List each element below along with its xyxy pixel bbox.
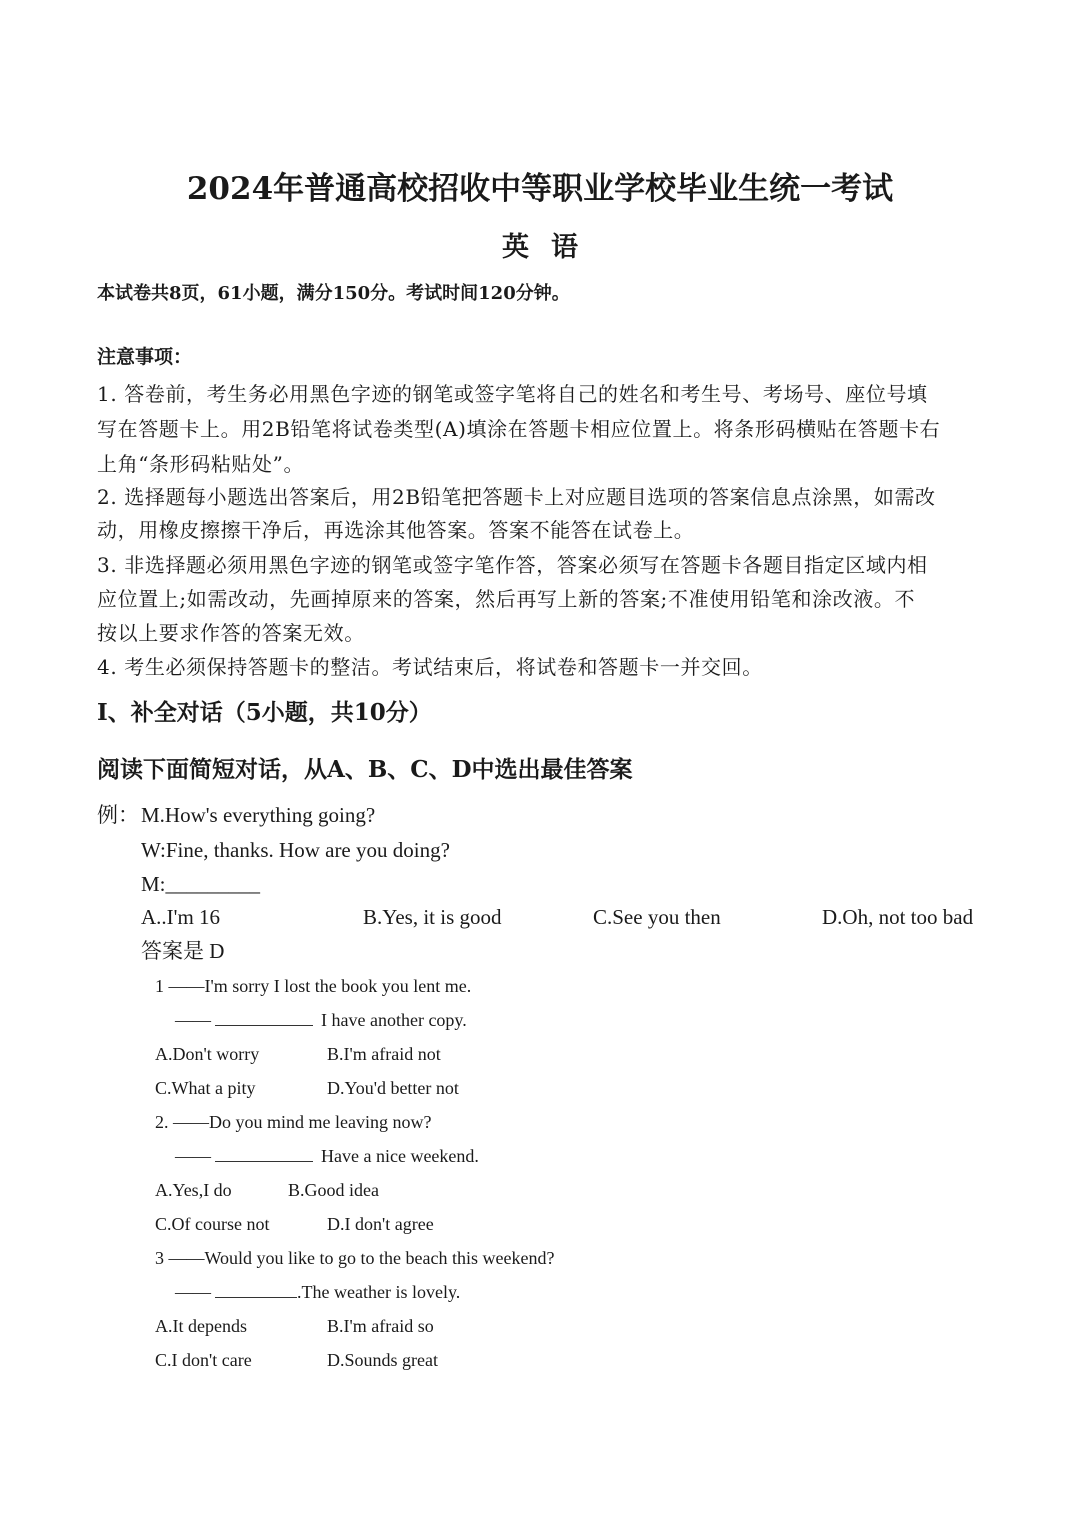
exam-subject: 英语 (502, 232, 600, 263)
section-heading: I、补全对话（5小题，共10分） (97, 699, 432, 726)
dash: —— (175, 1010, 211, 1030)
option-b: B.Good idea (288, 1180, 379, 1200)
option-a: A.It depends (155, 1316, 247, 1336)
notice-line: 动，用橡皮擦擦干净后，再选涂其他答案。答案不能答在试卷上。 (97, 518, 695, 542)
example-line: M:_________ (141, 872, 261, 896)
notice-heading: 注意事项： (97, 346, 193, 368)
notice-line: 写在答题卡上。用2B铅笔将试卷类型(A)填涂在答题卡相应位置上。将条形码横贴在答题卡右 (97, 417, 941, 441)
notice-line: 3. 非选择题必须用黑色字迹的钢笔或签字笔作答，答案必须写在答题卡各题目指定区域内相 (97, 553, 928, 577)
notice-line: 1. 答卷前，考生务必用黑色字迹的钢笔或签字笔将自己的姓名和考生号、考场号、座位号填 (97, 382, 928, 406)
reply-text: I have another copy. (321, 1010, 467, 1030)
section-instruction: 阅读下面简短对话，从A、B、C、D中选出最佳答案 (97, 756, 633, 783)
example-option: D.Oh, not too bad (822, 905, 974, 929)
reply-text: Have a nice weekend. (321, 1146, 479, 1166)
example-option: C.See you then (593, 905, 721, 929)
notice-line: 4. 考生必须保持答题卡的整洁。考试结束后，将试卷和答题卡一并交回。 (97, 655, 763, 679)
question-reply (175, 1011, 467, 1029)
question-text: 3 ——Would you like to go to the beach this weekend? (155, 1248, 555, 1268)
answer-blank (215, 1147, 313, 1162)
option-c: C.What a pity (155, 1078, 256, 1098)
exam-info: 本试卷共8页，61小题，满分150分。考试时间120分钟。 (97, 283, 570, 304)
option-b: B.I'm afraid so (327, 1316, 434, 1336)
option-d: D.You'd better not (327, 1078, 459, 1098)
question-reply (175, 1283, 460, 1301)
dash: —— (175, 1146, 211, 1166)
exam-title: 2024年普通高校招收中等职业学校毕业生统一考试 (186, 171, 894, 207)
example-option: B.Yes, it is good (363, 905, 502, 929)
answer-blank (215, 1011, 313, 1026)
option-c: C.I don't care (155, 1350, 252, 1370)
option-a: A.Yes,I do (155, 1180, 232, 1200)
example-line: M.How's everything going? (141, 803, 376, 827)
example-answer: 答案是 D (141, 939, 225, 963)
option-d: D.Sounds great (327, 1350, 438, 1370)
notice-line: 2. 选择题每小题选出答案后，用2B铅笔把答题卡上对应题目选项的答案信息点涂黑，如需改 (97, 485, 936, 509)
answer-blank (215, 1283, 297, 1298)
example-option: A..I'm 16 (141, 905, 221, 929)
question-text: 2. ——Do you mind me leaving now? (155, 1112, 432, 1132)
question-text: 1 ——I'm sorry I lost the book you lent me. (155, 976, 472, 996)
notice-line: 上角“条形码粘贴处”。 (97, 452, 305, 476)
question-reply (175, 1147, 479, 1165)
option-d: D.I don't agree (327, 1214, 434, 1234)
option-b: B.I'm afraid not (327, 1044, 441, 1064)
option-a: A.Don't worry (155, 1044, 260, 1064)
notice-line: 按以上要求作答的答案无效。 (97, 621, 365, 645)
notice-line: 应位置上;如需改动，先画掉原来的答案，然后再写上新的答案;不准使用铅笔和涂改液。不 (97, 587, 916, 611)
example-prefix: 例： (97, 803, 139, 827)
dash: —— (175, 1282, 211, 1302)
reply-text: .The weather is lovely. (297, 1282, 461, 1302)
example-line: W:Fine, thanks. How are you doing? (141, 838, 450, 862)
option-c: C.Of course not (155, 1214, 270, 1234)
